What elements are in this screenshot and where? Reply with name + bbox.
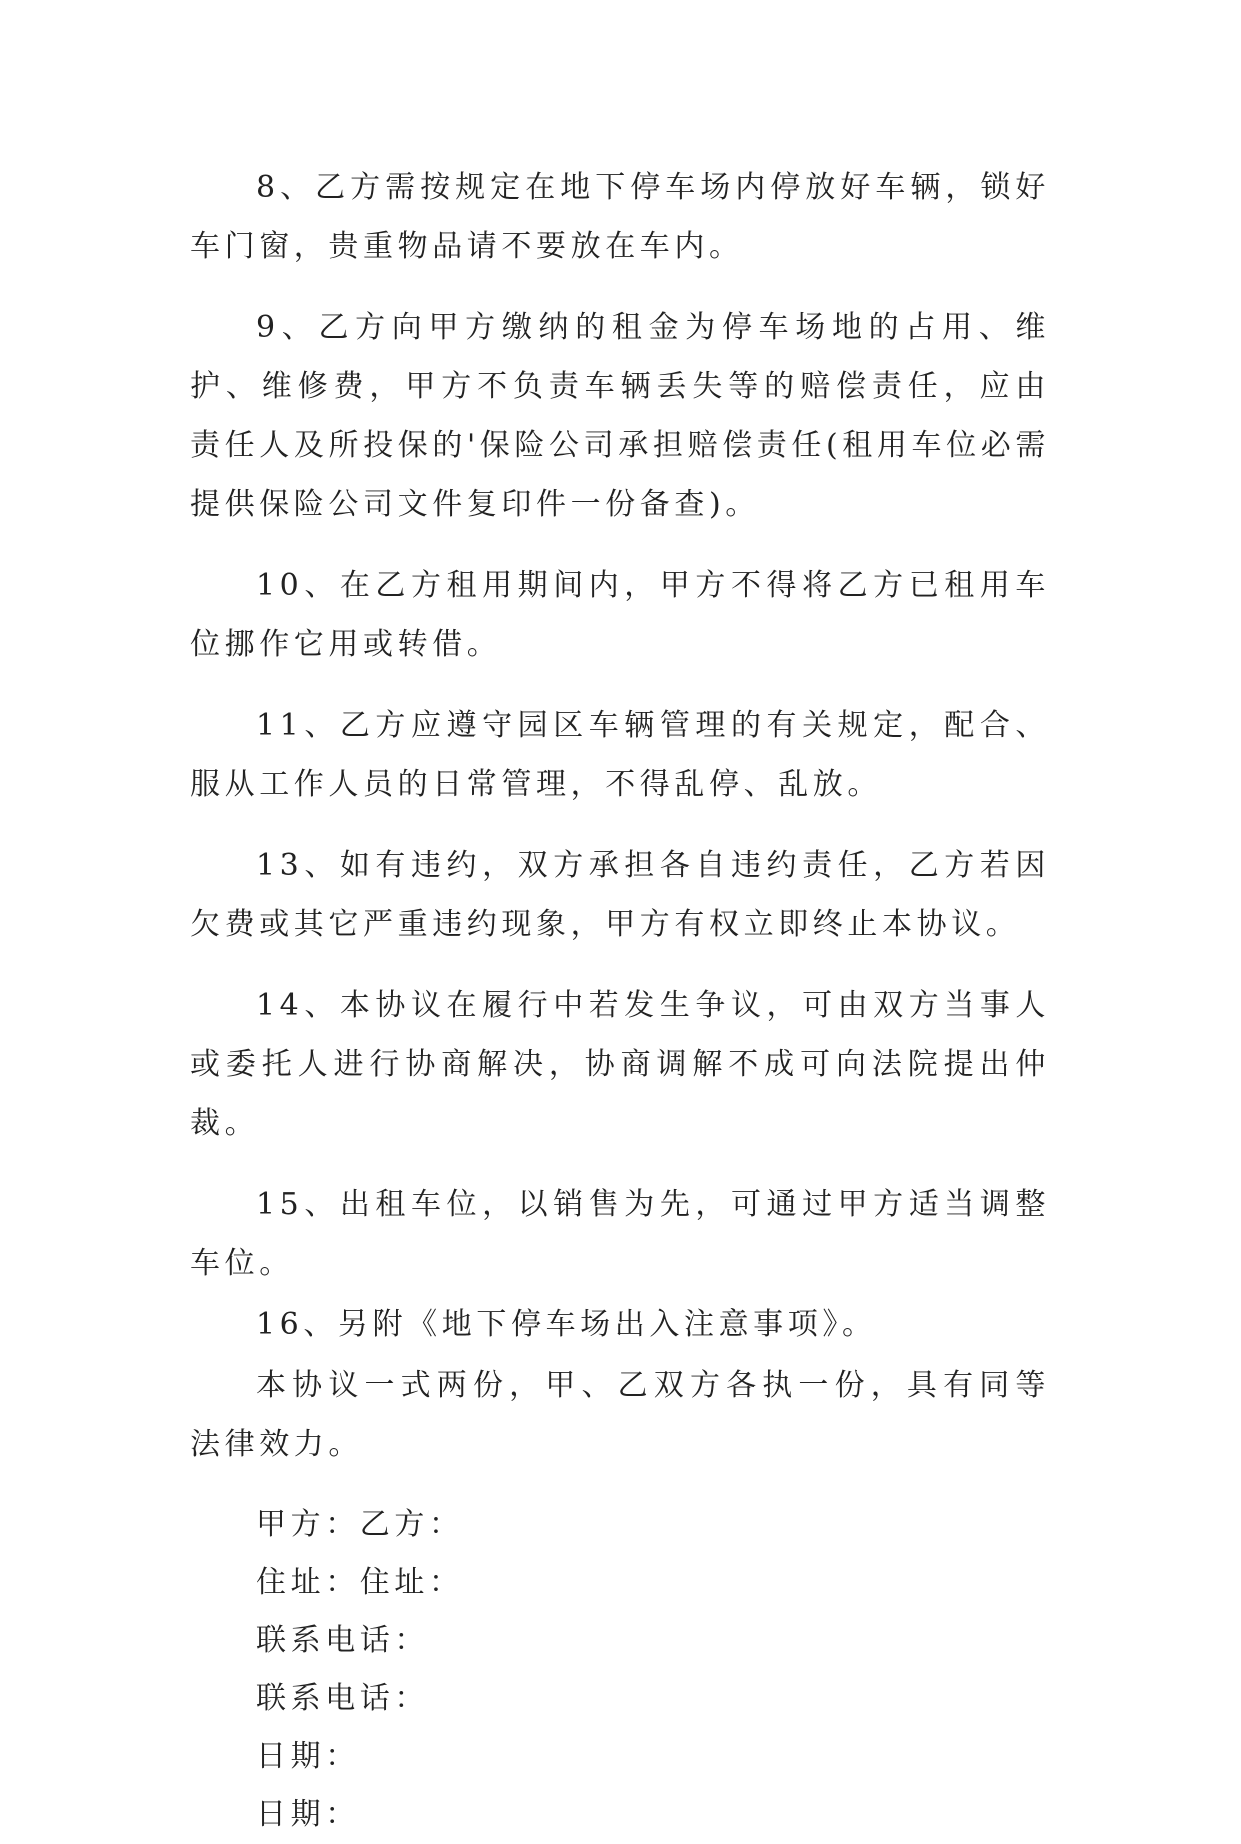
clause-10: 10、在乙方租用期间内，甲方不得将乙方已租用车位挪作它用或转借。 (190, 568, 1050, 662)
signature-address: 住址：住址： (256, 1565, 464, 1600)
document-body (190, 158, 1050, 1844)
clause-13: 13、如有违约，双方承担各自违约责任，乙方若因欠费或其它严重违约现象，甲方有权立即终止本协议。 (190, 848, 1050, 942)
clause-11: 11、乙方应遵守园区车辆管理的有关规定，配合、服从工作人员的日常管理，不得乱停、乱放。 (190, 708, 1050, 802)
clause-15: 15、出租车位，以销售为先，可通过甲方适当调整车位。 (190, 1187, 1050, 1281)
signature-parties: 甲方：乙方： (256, 1507, 464, 1542)
signature-phone-b: 联系电话： (256, 1681, 429, 1716)
signature-block (190, 1496, 1050, 1844)
signature-date-a: 日期： (256, 1739, 360, 1774)
signature-date-b: 日期： (256, 1797, 360, 1832)
clause-9: 9、乙方向甲方缴纳的租金为停车场地的占用、维护、维修费，甲方不负责车辆丢失等的赔偿责任，应由责任人及所投保的'保险公司承担赔偿责任(租用车位必需提供保险公司文件复印件一份备查)。 (190, 310, 1050, 522)
closing-statement: 本协议一式两份，甲、乙双方各执一份，具有同等法律效力。 (190, 1368, 1050, 1462)
clause-14: 14、本协议在履行中若发生争议，可由双方当事人或委托人进行协商解决，协商调解不成可向法院提出仲裁。 (190, 988, 1050, 1141)
signature-phone-a: 联系电话： (256, 1623, 429, 1658)
clause-16: 16、另附《地下停车场出入注意事项》。 (256, 1307, 877, 1342)
clause-8: 8、乙方需按规定在地下停车场内停放好车辆，锁好车门窗，贵重物品请不要放在车内。 (190, 170, 1050, 264)
